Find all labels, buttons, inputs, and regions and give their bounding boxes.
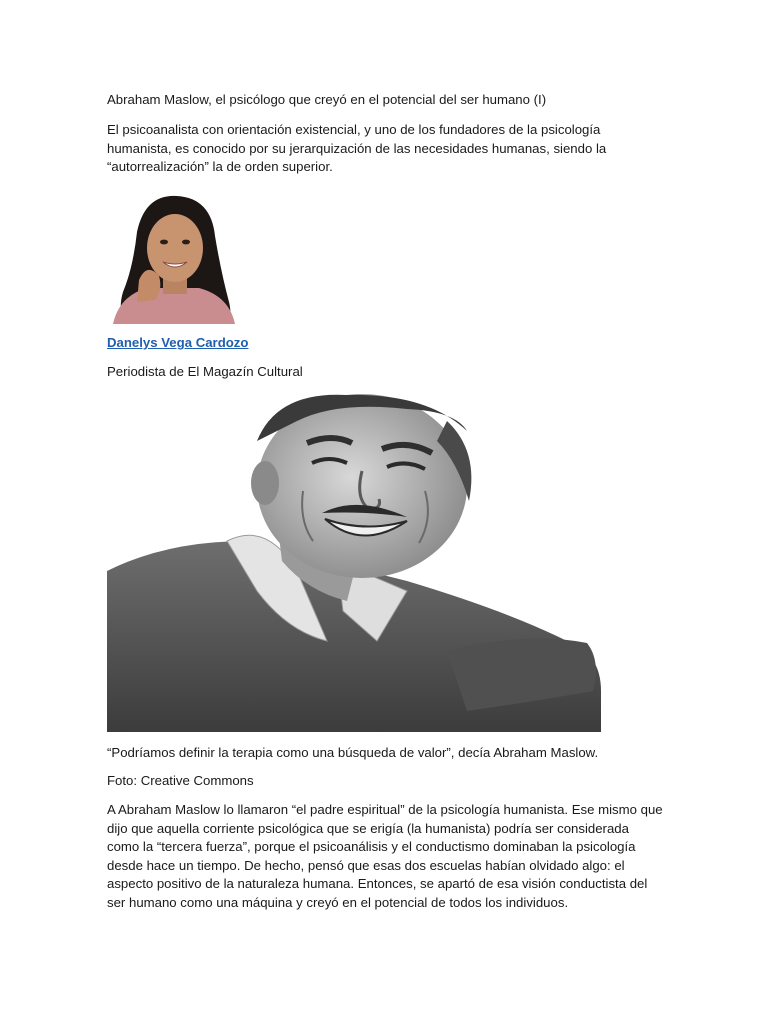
article-lead: El psicoanalista con orientación existencial, y uno de los fundadores de la psicología humanista, es conocido por su jerarquización de las necesidades humanas, siendo la “autorrealización” la de orden superior. (107, 122, 607, 174)
article-title: Abraham Maslow, el psicólogo que creyó en el potencial del ser humano (I) (107, 92, 547, 107)
maslow-photo (107, 391, 601, 732)
photo-credit: Foto: Creative Commons (107, 773, 254, 788)
photo-caption: “Podríamos definir la terapia como una búsqueda de valor”, decía Abraham Maslow. (107, 745, 599, 760)
author-photo (107, 192, 238, 324)
author-role: Periodista de El Magazín Cultural (107, 364, 303, 379)
article-body: A Abraham Maslow lo llamaron “el padre espiritual” de la psicología humanista. Ese mismo que dijo que aquella corriente psicológica que se erigía (la humanista) podría ser considerada como la “tercera fuerza”, porque el psicoanálisis y el conductismo dominaban la psicología desde hace un tiempo. De hecho, pensó que esas dos escuelas habían olvidado algo: el aspecto positivo de la naturaleza humana. Entonces, se apartó de esa visión conductista del ser humano como una máquina y creyó en el potencial de todos los individuos. (107, 802, 663, 910)
author-link[interactable]: Danelys Vega Cardozo (107, 335, 249, 350)
